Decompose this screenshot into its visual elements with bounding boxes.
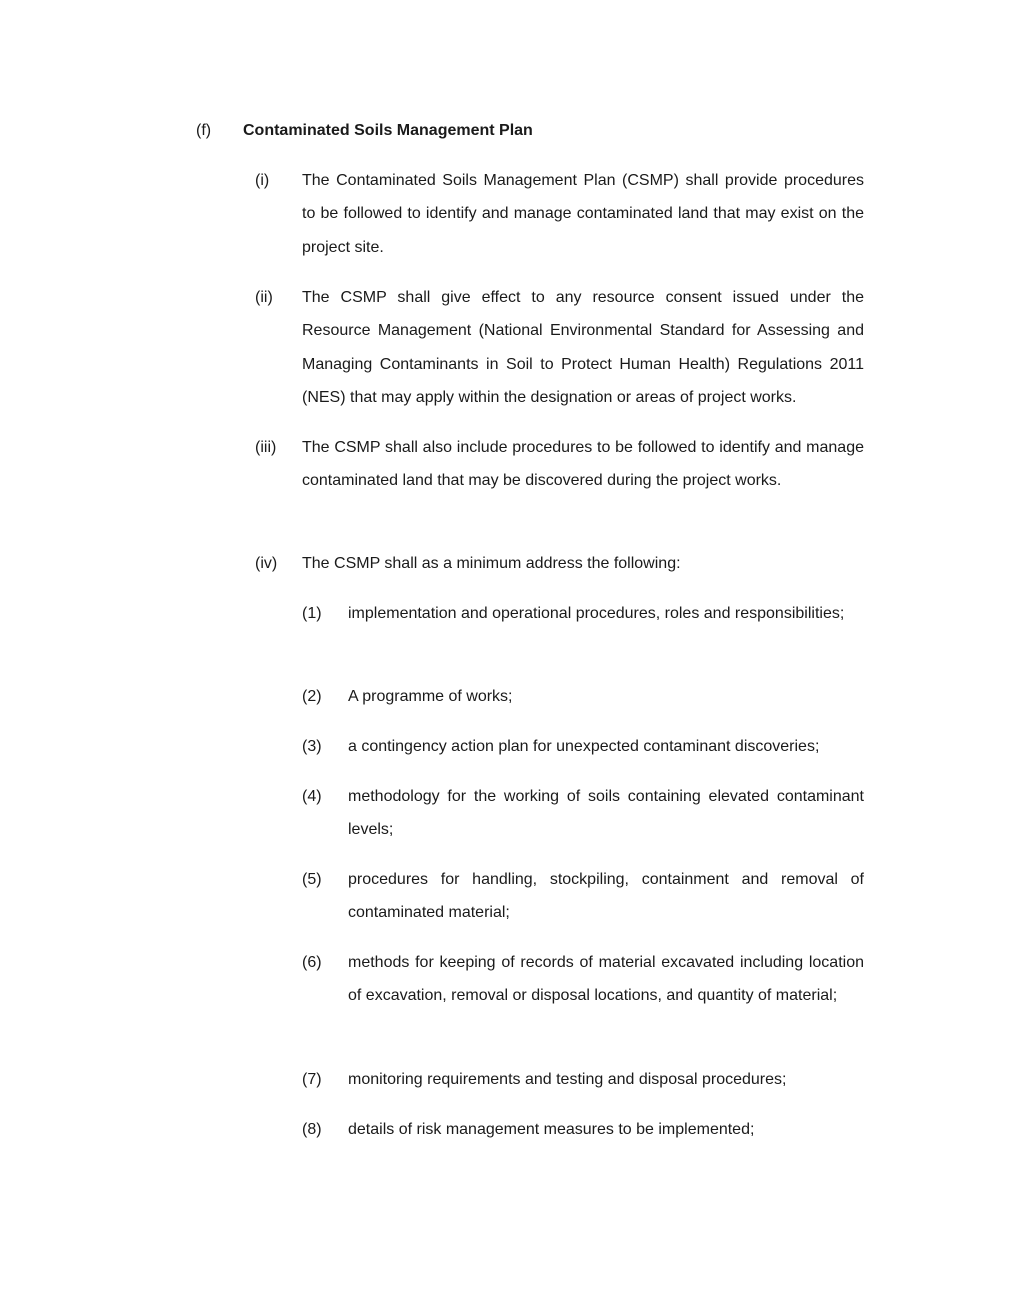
item-number: (8) [302,1121,322,1138]
clause-number: (iv) [255,555,278,572]
item-number: (2) [302,688,322,705]
item-number: (6) [302,954,322,971]
section-title: Contaminated Soils Management Plan [243,122,533,139]
item-text: procedures for handling, stockpiling, containment and removal of contaminated material; [348,871,864,922]
clause-number: (iii) [255,439,277,456]
clause-number: (ii) [255,289,273,306]
item-text: methodology for the working of soils containing elevated contaminant levels; [348,788,864,839]
item-text: monitoring requirements and testing and disposal procedures; [348,1071,787,1088]
clause-text: The Contaminated Soils Management Plan (CSMP) shall provide procedures to be followed to identify and manage contaminated land that may exist on the project site. [302,172,864,256]
clause-text: The CSMP shall also include procedures to be followed to identify and manage contaminated land that may be discovered during the project works. [302,439,864,490]
item-text: implementation and operational procedures, roles and responsibilities; [348,605,845,622]
item-number: (7) [302,1071,322,1088]
item-text: details of risk management measures to be implemented; [348,1121,755,1138]
item-number: (4) [302,788,322,805]
item-text: methods for keeping of records of material excavated including location of excavation, removal or disposal locations, and quantity of material; [348,954,864,1005]
item-number: (1) [302,605,322,622]
section-label: (f) [196,122,212,139]
clause-number: (i) [255,172,270,189]
clause-text: The CSMP shall as a minimum address the following: [302,555,681,572]
item-number: (5) [302,871,322,888]
item-text: A programme of works; [348,688,513,705]
item-number: (3) [302,738,322,755]
clause-text: The CSMP shall give effect to any resource consent issued under the Resource Management (National Environmental Standard for Assessing and Managing Contaminants in Soil to Protect Human Health) Regulations 2011 (NES) that may apply within the designation or areas of project works. [302,289,864,406]
item-text: a contingency action plan for unexpected contaminant discoveries; [348,738,820,755]
